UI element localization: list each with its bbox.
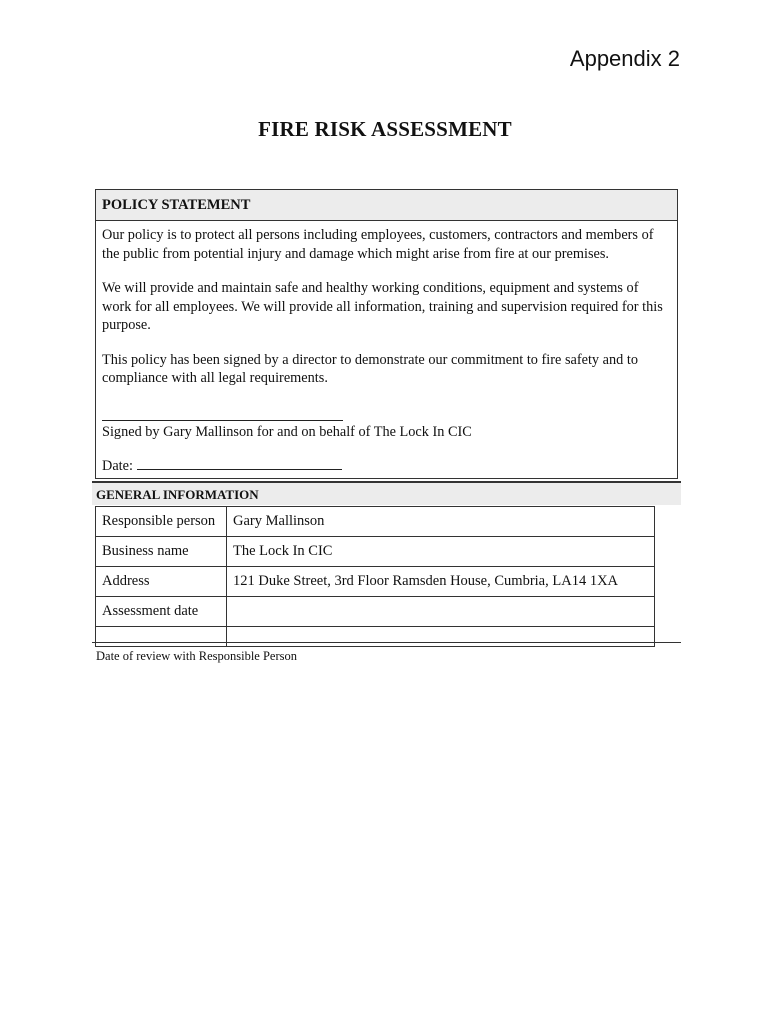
table-row (96, 597, 655, 627)
signed-by-text: Signed by Gary Mallinson for and on behalf of The Lock In CIC (102, 423, 472, 440)
general-information-table (95, 506, 655, 647)
general-information-heading: GENERAL INFORMATION (92, 481, 681, 505)
table-row (96, 537, 655, 567)
policy-paragraph-2: We will provide and maintain safe and healthy working conditions, equipment and systems of work for all employees. We will provide all information, training and supervision required for this purpose. (102, 280, 663, 333)
table-row (96, 567, 655, 597)
business-name-value[interactable]: The Lock In CIC (227, 537, 655, 567)
policy-statement-section (95, 189, 678, 479)
policy-body (96, 221, 677, 476)
address-value[interactable]: 121 Duke Street, 3rd Floor Ramsden House, Cumbria, LA14 1XA (227, 567, 655, 597)
table-divider (92, 642, 681, 643)
row-label: Assessment date (96, 597, 227, 627)
row-label: Address (96, 567, 227, 597)
date-label: Date: (102, 458, 133, 474)
row-label: Responsible person (96, 507, 227, 537)
row-label: Business name (96, 537, 227, 567)
signature-line[interactable] (102, 406, 343, 421)
responsible-person-value[interactable]: Gary Mallinson (227, 507, 655, 537)
date-field[interactable] (137, 457, 342, 470)
empty-cell (96, 627, 227, 647)
page-title: FIRE RISK ASSESSMENT (258, 117, 512, 141)
policy-paragraph-1: Our policy is to protect all persons including employees, customers, contractors and members of the public from potential injury and damage which might arise from fire at our premises. (102, 227, 654, 262)
appendix-label: Appendix 2 (569, 46, 680, 71)
review-date-note: Date of review with Responsible Person (96, 649, 298, 663)
policy-paragraph-3: This policy has been signed by a director to demonstrate our commitment to fire safety and to compliance with all legal requirements. (102, 351, 638, 386)
table-row-empty (96, 627, 655, 647)
date-row (102, 457, 669, 476)
assessment-date-value[interactable] (227, 597, 655, 627)
empty-cell[interactable] (227, 627, 655, 647)
policy-heading: POLICY STATEMENT (96, 190, 677, 221)
table-row (96, 507, 655, 537)
